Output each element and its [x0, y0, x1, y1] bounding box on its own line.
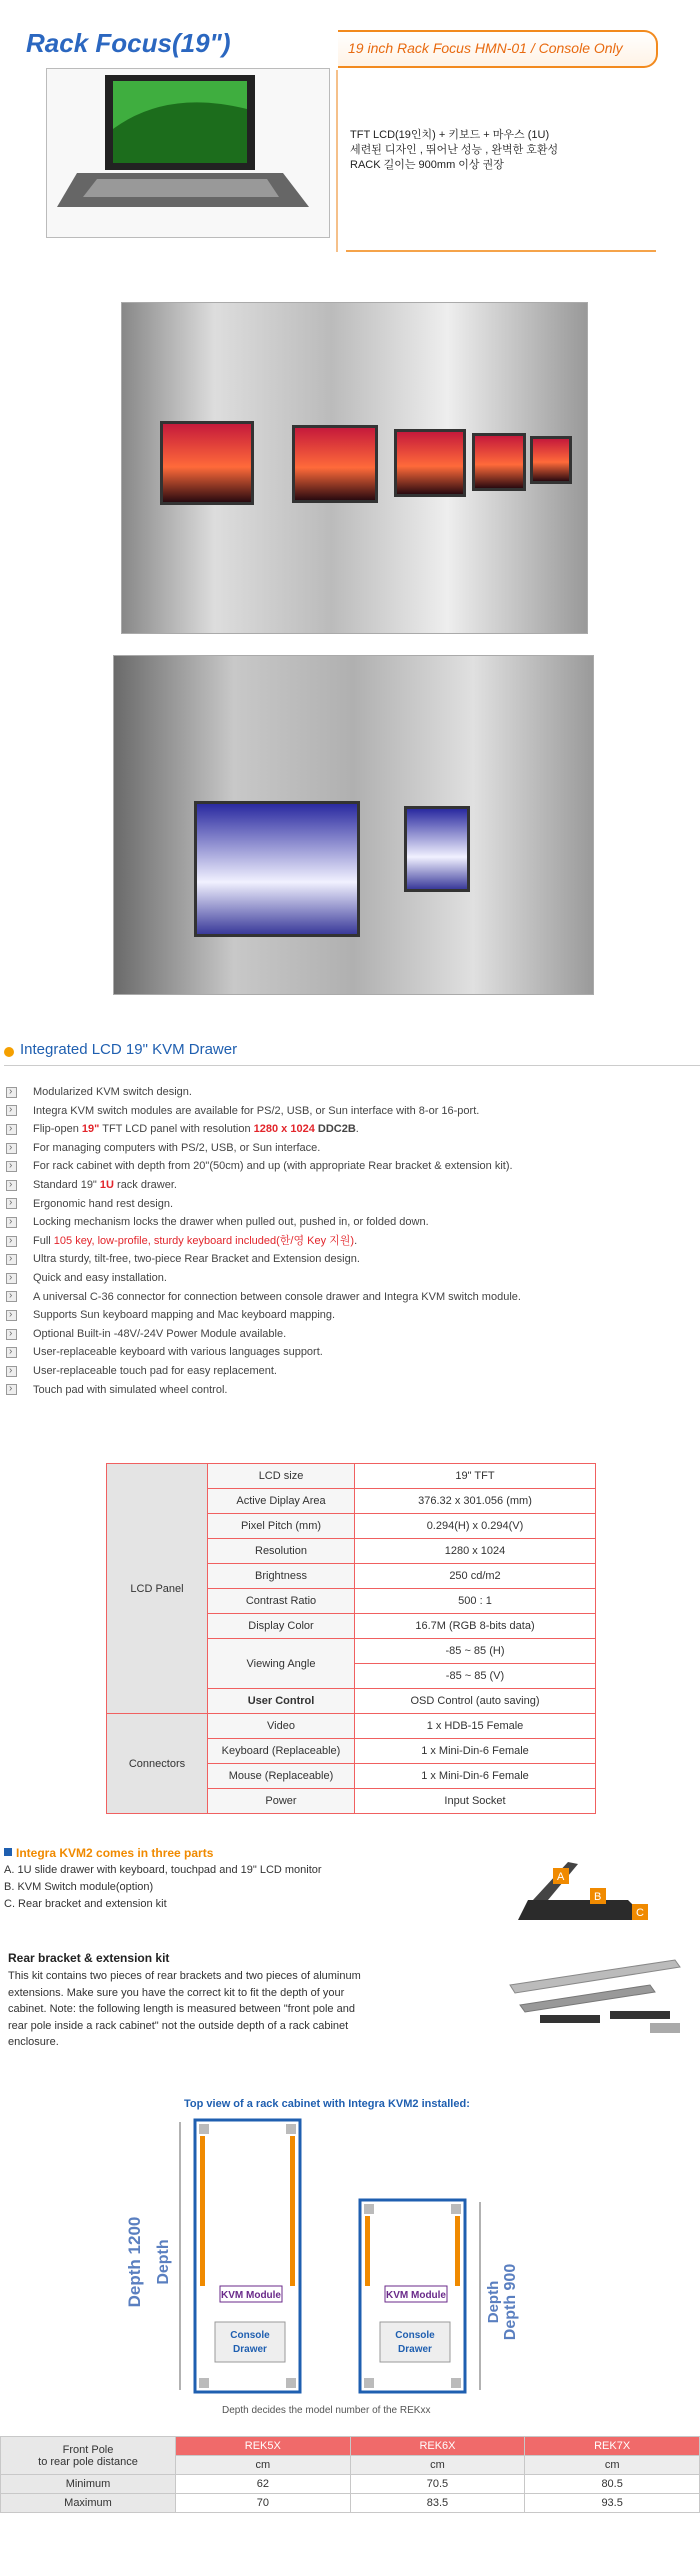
table-row: User Control OSD Control (auto saving) — [107, 1689, 596, 1714]
drawer-label: Drawer — [233, 2344, 267, 2355]
product-description — [350, 128, 558, 173]
kvm2-parts-list — [4, 1862, 322, 1913]
rack-photo — [121, 302, 588, 634]
list-item: › User-replaceable keyboard with various languages support. — [4, 1343, 694, 1362]
table-row: Connectors Video 1 x HDB-15 Female — [107, 1714, 596, 1739]
list-item: › User-replaceable touch pad for easy replacement. — [4, 1362, 694, 1381]
laptop-illustration — [47, 69, 329, 237]
table-row: Maximum 70 83.5 93.5 — [1, 2494, 700, 2513]
arrow-icon — [6, 1291, 17, 1302]
arrow-icon — [6, 1087, 17, 1098]
depth-label: Depth — [485, 2280, 502, 2324]
kvm2-title: Integra KVM2 comes in three parts — [16, 1846, 214, 1860]
arrow-icon — [6, 1180, 17, 1191]
list-item: › Integra KVM switch modules are available for PS/2, USB, or Sun interface with 8-or 16-port. — [4, 1102, 694, 1121]
table-row: Power Input Socket — [107, 1789, 596, 1814]
arrow-icon — [6, 1366, 17, 1377]
description-line: RACK 길이는 900mm 이상 권장 — [350, 159, 504, 171]
arrow-icon — [6, 1254, 17, 1265]
arrow-icon — [6, 1310, 17, 1321]
table-row: Viewing Angle -85 ~ 85 (H) — [107, 1639, 596, 1664]
list-item: › Standard 19" 1U rack drawer. — [4, 1176, 694, 1195]
table-row: Resolution 1280 x 1024 — [107, 1539, 596, 1564]
table-row: Minimum 62 70.5 80.5 — [1, 2475, 700, 2494]
table-row: Front Pole to rear pole distance REK5X REK6X REK7X — [1, 2437, 700, 2456]
model-banner — [338, 30, 658, 68]
datacenter-photo — [113, 655, 594, 995]
bracket-kit-illustration — [500, 1955, 690, 2040]
part-a-label: A — [557, 1871, 565, 1883]
section-title: Integrated LCD 19" KVM Drawer — [20, 1041, 238, 1058]
bullet-icon — [4, 1047, 14, 1057]
table-row: Contrast Ratio 500 : 1 — [107, 1589, 596, 1614]
console-label: Console — [230, 2330, 270, 2341]
list-item: › Locking mechanism locks the drawer when pulled out, pushed in, or folded down. — [4, 1213, 694, 1232]
description-line: TFT LCD(19인치) + 키보드 + 마우스 (1U) — [350, 129, 550, 141]
arrow-icon — [6, 1384, 17, 1395]
depth-note: Depth decides the model number of the REKxx — [222, 2405, 431, 2416]
list-item: › Full 105 key, low-profile, sturdy keyboard included(한/영 Key 지원). — [4, 1232, 694, 1251]
list-item: C. Rear bracket and extension kit — [4, 1898, 167, 1910]
list-item: › Optional Built-in -48V/-24V Power Module available. — [4, 1325, 694, 1344]
kvm-module-label: KVM Module — [221, 2290, 281, 2301]
depth-label: Depth — [155, 2239, 172, 2285]
arrow-icon — [6, 1143, 17, 1154]
table-row: Brightness 250 cd/m2 — [107, 1564, 596, 1589]
list-item: › Modularized KVM switch design. — [4, 1083, 694, 1102]
product-photo — [46, 68, 330, 238]
depth-900-label: Depth 900 — [502, 2263, 519, 2341]
group-label: Connectors — [107, 1714, 208, 1814]
list-item: › Supports Sun keyboard mapping and Mac keyboard mapping. — [4, 1306, 694, 1325]
list-item: › Ergonomic hand rest design. — [4, 1195, 694, 1214]
list-item: › Ultra sturdy, tilt-free, two-piece Rear Bracket and Extension design. — [4, 1250, 694, 1269]
feature-list — [4, 1083, 694, 1399]
rack-top-view-diagram — [120, 2112, 520, 2402]
arrow-icon — [6, 1273, 17, 1284]
divider — [336, 70, 338, 252]
drawer-label: Drawer — [398, 2344, 432, 2355]
table-row: cm cm cm — [1, 2456, 700, 2475]
list-item: › Touch pad with simulated wheel control. — [4, 1381, 694, 1400]
arrow-icon — [6, 1161, 17, 1172]
table-row: Keyboard (Replaceable) 1 x Mini-Din-6 Female — [107, 1739, 596, 1764]
description-line: 세련된 디자인 , 뛰어난 성능 , 완벽한 호환성 — [350, 144, 559, 156]
table-row: Active Diplay Area 376.32 x 301.056 (mm) — [107, 1489, 596, 1514]
kvm2-parts-illustration — [508, 1850, 658, 1930]
table-row: -85 ~ 85 (V) — [107, 1664, 596, 1689]
rear-bracket-text: This kit contains two pieces of rear brackets and two pieces of aluminum extensions. Make sure you have the correct kit to fit the depth of your cabinet. Note: the following length is measured between "front pole and rear pole inside a rack cabinet" not the outside depth of a rack cabinet enclosure. — [8, 1970, 361, 2048]
table-row: Mouse (Replaceable) 1 x Mini-Din-6 Female — [107, 1764, 596, 1789]
list-item: › For rack cabinet with depth from 20"(50cm) and up (with appropriate Rear bracket & extension kit). — [4, 1157, 694, 1176]
list-item: › Flip-open 19" TFT LCD panel with resolution 1280 x 1024 DDC2B. — [4, 1120, 694, 1139]
divider — [346, 250, 656, 252]
arrow-icon — [6, 1347, 17, 1358]
list-item: › Quick and easy installation. — [4, 1269, 694, 1288]
table-row: Pixel Pitch (mm) 0.294(H) x 0.294(V) — [107, 1514, 596, 1539]
list-item: › For managing computers with PS/2, USB, or Sun interface. — [4, 1139, 694, 1158]
arrow-icon — [6, 1105, 17, 1116]
arrow-icon — [6, 1198, 17, 1209]
rear-bracket-title: Rear bracket & extension kit — [8, 1951, 170, 1965]
table-row: Display Color 16.7M (RGB 8-bits data) — [107, 1614, 596, 1639]
table-row: LCD Panel LCD size 19" TFT — [107, 1464, 596, 1489]
list-item: A. 1U slide drawer with keyboard, touchpad and 19" LCD monitor — [4, 1864, 322, 1876]
diagram-title: Top view of a rack cabinet with Integra KVM2 installed: — [184, 2098, 470, 2110]
kvm-module-label: KVM Module — [386, 2290, 446, 2301]
console-label: Console — [395, 2330, 435, 2341]
arrow-icon — [6, 1217, 17, 1228]
spec-table — [106, 1463, 596, 1814]
depth-1200-label: Depth 1200 — [125, 2216, 144, 2308]
model-text: 19 inch Rack Focus HMN-01 / Console Only — [348, 40, 623, 56]
header-cell: Front Pole to rear pole distance — [1, 2437, 176, 2475]
list-item: › A universal C-36 connector for connection between console drawer and Integra KVM switch module. — [4, 1288, 694, 1307]
arrow-icon — [6, 1124, 17, 1135]
arrow-icon — [6, 1329, 17, 1340]
page-title: Rack Focus(19") — [26, 28, 231, 58]
rek-table — [0, 2436, 700, 2513]
list-item: B. KVM Switch module(option) — [4, 1881, 154, 1893]
arrow-icon — [6, 1236, 17, 1247]
part-b-label: B — [594, 1891, 602, 1903]
group-label: LCD Panel — [107, 1464, 208, 1714]
divider — [4, 1065, 700, 1066]
bullet-icon — [4, 1848, 12, 1856]
part-c-label: C — [636, 1907, 644, 1919]
